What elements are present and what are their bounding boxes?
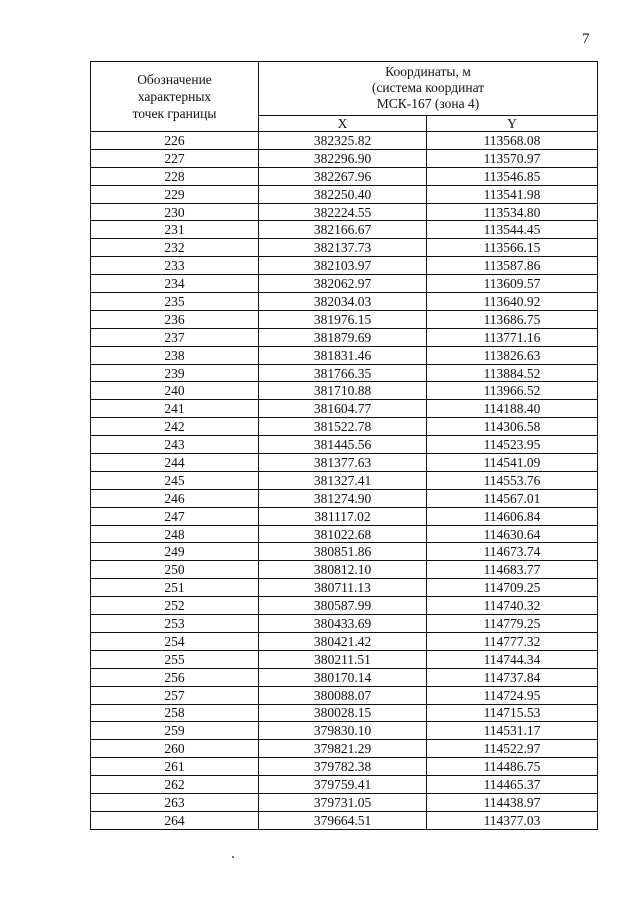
table-row — [91, 597, 598, 615]
x-coordinate-cell: 382137.73 — [259, 239, 427, 257]
y-coordinate-cell: 114531.17 — [427, 722, 598, 740]
table-row — [91, 811, 598, 829]
table-row — [91, 489, 598, 507]
x-coordinate-cell: 381879.69 — [259, 328, 427, 346]
x-coordinate-cell: 381710.88 — [259, 382, 427, 400]
y-coordinate-cell: 114744.34 — [427, 650, 598, 668]
point-cell: 251 — [91, 579, 259, 597]
y-coordinate-cell: 114715.53 — [427, 704, 598, 722]
y-coordinate-cell: 114673.74 — [427, 543, 598, 561]
point-cell: 237 — [91, 328, 259, 346]
table-row — [91, 346, 598, 364]
x-coordinate-cell: 379759.41 — [259, 776, 427, 794]
point-cell: 232 — [91, 239, 259, 257]
y-coordinate-cell: 114724.95 — [427, 686, 598, 704]
x-coordinate-cell: 381976.15 — [259, 310, 427, 328]
point-cell: 236 — [91, 310, 259, 328]
point-cell: 247 — [91, 507, 259, 525]
point-cell: 246 — [91, 489, 259, 507]
x-coordinate-cell: 381831.46 — [259, 346, 427, 364]
table-row — [91, 758, 598, 776]
table-row — [91, 257, 598, 275]
point-cell: 249 — [91, 543, 259, 561]
x-coordinate-cell: 382166.67 — [259, 221, 427, 239]
table-row — [91, 776, 598, 794]
x-coordinate-cell: 379821.29 — [259, 740, 427, 758]
table-row — [91, 328, 598, 346]
x-coordinate-cell: 380812.10 — [259, 561, 427, 579]
table-row — [91, 525, 598, 543]
x-coordinate-cell: 382034.03 — [259, 293, 427, 311]
y-coordinate-cell: 114438.97 — [427, 793, 598, 811]
x-coordinate-cell: 382250.40 — [259, 185, 427, 203]
point-cell: 233 — [91, 257, 259, 275]
x-coordinate-cell: 382325.82 — [259, 132, 427, 150]
point-cell: 229 — [91, 185, 259, 203]
x-coordinate-cell: 380851.86 — [259, 543, 427, 561]
y-coordinate-cell: 113541.98 — [427, 185, 598, 203]
x-coordinate-cell: 380028.15 — [259, 704, 427, 722]
y-coordinate-cell: 114709.25 — [427, 579, 598, 597]
point-cell: 263 — [91, 793, 259, 811]
table-row — [91, 793, 598, 811]
table-row — [91, 722, 598, 740]
page-number: 7 — [582, 31, 590, 47]
table-row — [91, 418, 598, 436]
point-cell: 245 — [91, 471, 259, 489]
table-row — [91, 650, 598, 668]
x-coordinate-cell: 380587.99 — [259, 597, 427, 615]
point-cell: 226 — [91, 132, 259, 150]
point-cell: 252 — [91, 597, 259, 615]
y-coordinate-cell: 113966.52 — [427, 382, 598, 400]
y-coordinate-cell: 114188.40 — [427, 400, 598, 418]
x-coordinate-cell: 381522.78 — [259, 418, 427, 436]
x-coordinate-cell: 381377.63 — [259, 454, 427, 472]
coordinates-table — [90, 61, 598, 830]
coords-header-line: (система координат — [371, 80, 485, 96]
x-coordinate-cell: 379664.51 — [259, 811, 427, 829]
table-row — [91, 293, 598, 311]
x-coordinate-cell: 380433.69 — [259, 615, 427, 633]
y-coordinate-cell: 114737.84 — [427, 668, 598, 686]
y-coordinate-cell: 113640.92 — [427, 293, 598, 311]
y-coordinate-cell: 114465.37 — [427, 776, 598, 794]
point-cell: 256 — [91, 668, 259, 686]
x-coordinate-cell: 379830.10 — [259, 722, 427, 740]
y-coordinate-cell: 113686.75 — [427, 310, 598, 328]
table-header — [91, 62, 598, 132]
x-coordinate-cell: 382062.97 — [259, 275, 427, 293]
point-cell: 227 — [91, 149, 259, 167]
y-coordinate-cell: 113884.52 — [427, 364, 598, 382]
y-coordinate-cell: 114486.75 — [427, 758, 598, 776]
y-coordinate-cell: 114522.97 — [427, 740, 598, 758]
coords-header-line: МСК-167 (зона 4) — [376, 96, 480, 112]
table-row — [91, 543, 598, 561]
table-row — [91, 632, 598, 650]
x-coordinate-cell: 379782.38 — [259, 758, 427, 776]
point-cell: 262 — [91, 776, 259, 794]
y-coordinate-cell: 113826.63 — [427, 346, 598, 364]
point-cell: 264 — [91, 811, 259, 829]
table-row — [91, 364, 598, 382]
points-header-line: Обозначение — [137, 72, 212, 87]
y-coordinate-cell: 113544.45 — [427, 221, 598, 239]
point-cell: 257 — [91, 686, 259, 704]
point-cell: 243 — [91, 436, 259, 454]
point-cell: 228 — [91, 167, 259, 185]
table-row — [91, 507, 598, 525]
y-coordinate-cell: 114306.58 — [427, 418, 598, 436]
table-row — [91, 167, 598, 185]
x-coordinate-cell: 382224.55 — [259, 203, 427, 221]
y-coordinate-cell: 113546.85 — [427, 167, 598, 185]
y-coordinate-cell: 113568.08 — [427, 132, 598, 150]
table-row — [91, 686, 598, 704]
point-cell: 241 — [91, 400, 259, 418]
table-row — [91, 579, 598, 597]
x-coordinate-cell: 380088.07 — [259, 686, 427, 704]
point-cell: 235 — [91, 293, 259, 311]
y-coordinate-cell: 113609.57 — [427, 275, 598, 293]
point-cell: 248 — [91, 525, 259, 543]
y-coordinate-cell: 114683.77 — [427, 561, 598, 579]
x-coordinate-cell: 382103.97 — [259, 257, 427, 275]
x-column-header: X — [259, 115, 427, 131]
x-coordinate-cell: 381022.68 — [259, 525, 427, 543]
point-cell: 261 — [91, 758, 259, 776]
table-row — [91, 382, 598, 400]
table-row — [91, 239, 598, 257]
point-cell: 238 — [91, 346, 259, 364]
y-coordinate-cell: 114779.25 — [427, 615, 598, 633]
y-coordinate-cell: 113566.15 — [427, 239, 598, 257]
points-header-line: характерных — [137, 89, 212, 104]
y-coordinate-cell: 114553.76 — [427, 471, 598, 489]
x-coordinate-cell: 381604.77 — [259, 400, 427, 418]
table-row — [91, 310, 598, 328]
coords-header-line: Координаты, м — [385, 64, 471, 80]
point-cell: 242 — [91, 418, 259, 436]
point-cell: 244 — [91, 454, 259, 472]
x-coordinate-cell: 381766.35 — [259, 364, 427, 382]
table-row — [91, 436, 598, 454]
y-coordinate-cell: 114606.84 — [427, 507, 598, 525]
y-coordinate-cell: 114740.32 — [427, 597, 598, 615]
point-cell: 231 — [91, 221, 259, 239]
points-column-header — [91, 62, 259, 132]
table-row — [91, 704, 598, 722]
point-cell: 260 — [91, 740, 259, 758]
table-row — [91, 400, 598, 418]
table-row — [91, 275, 598, 293]
y-coordinate-cell: 114630.64 — [427, 525, 598, 543]
x-coordinate-cell: 379731.05 — [259, 793, 427, 811]
point-cell: 230 — [91, 203, 259, 221]
table-row — [91, 203, 598, 221]
y-coordinate-cell: 114567.01 — [427, 489, 598, 507]
table-row — [91, 615, 598, 633]
y-coordinate-cell: 113570.97 — [427, 149, 598, 167]
point-cell: 234 — [91, 275, 259, 293]
y-coordinate-cell: 114377.03 — [427, 811, 598, 829]
table-row — [91, 149, 598, 167]
x-coordinate-cell: 381117.02 — [259, 507, 427, 525]
y-coordinate-cell: 113534.80 — [427, 203, 598, 221]
x-coordinate-cell: 380711.13 — [259, 579, 427, 597]
table-row — [91, 561, 598, 579]
x-coordinate-cell: 381445.56 — [259, 436, 427, 454]
table-row — [91, 471, 598, 489]
x-coordinate-cell: 380170.14 — [259, 668, 427, 686]
y-coordinate-cell: 114523.95 — [427, 436, 598, 454]
x-coordinate-cell: 382296.90 — [259, 149, 427, 167]
table-row — [91, 740, 598, 758]
point-cell: 250 — [91, 561, 259, 579]
point-cell: 240 — [91, 382, 259, 400]
y-coordinate-cell: 114541.09 — [427, 454, 598, 472]
coordinates-column-header — [259, 62, 598, 116]
x-coordinate-cell: 382267.96 — [259, 167, 427, 185]
point-cell: 254 — [91, 632, 259, 650]
points-header-line: точек границы — [132, 106, 217, 121]
table-row — [91, 454, 598, 472]
x-coordinate-cell: 381274.90 — [259, 489, 427, 507]
table-row — [91, 185, 598, 203]
table-row — [91, 132, 598, 150]
table-row — [91, 221, 598, 239]
table-body — [91, 132, 598, 830]
point-cell: 253 — [91, 615, 259, 633]
point-cell: 239 — [91, 364, 259, 382]
scan-speck — [232, 856, 234, 858]
y-coordinate-cell: 113771.16 — [427, 328, 598, 346]
y-column-header: Y — [427, 115, 598, 131]
table-row — [91, 668, 598, 686]
y-coordinate-cell: 114777.32 — [427, 632, 598, 650]
x-coordinate-cell: 380421.42 — [259, 632, 427, 650]
x-coordinate-cell: 380211.51 — [259, 650, 427, 668]
y-coordinate-cell: 113587.86 — [427, 257, 598, 275]
x-coordinate-cell: 381327.41 — [259, 471, 427, 489]
point-cell: 255 — [91, 650, 259, 668]
point-cell: 259 — [91, 722, 259, 740]
point-cell: 258 — [91, 704, 259, 722]
